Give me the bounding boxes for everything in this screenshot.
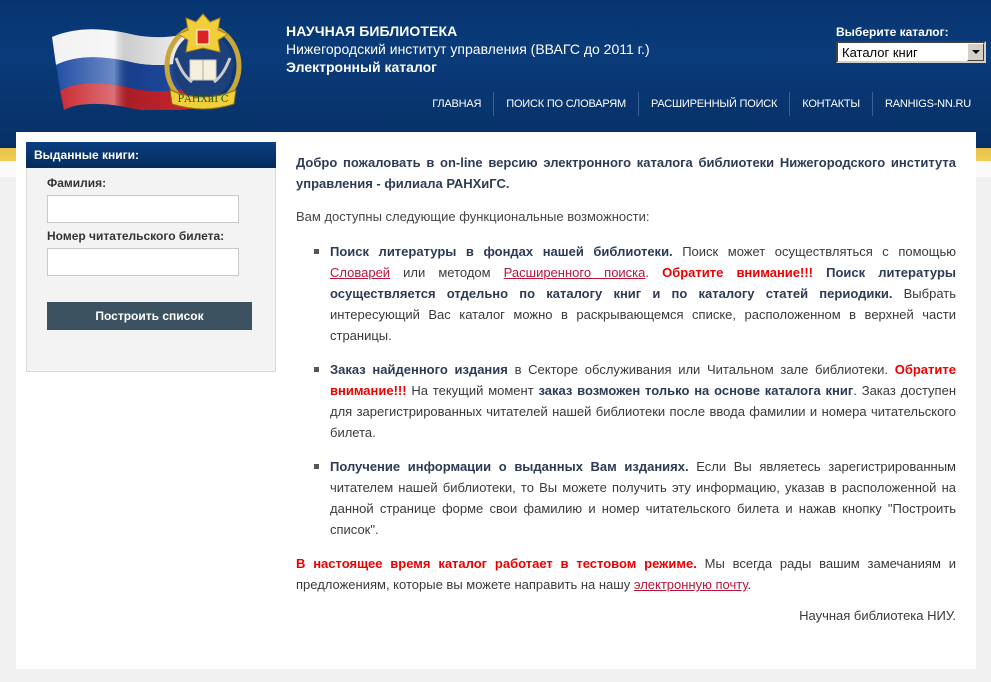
build-list-button[interactable]: Построить список: [47, 302, 252, 330]
item-bold-text: Поиск литературы осуществляется отдельно по каталогу книг и по каталогу статей периодики.: [330, 265, 957, 301]
welcome-text: Добро пожаловать в on-line версию электронного каталога библиотеки Нижегородского института управления - филиала РАНХиГС.: [296, 155, 956, 191]
warning-text: Обратите внимание!!!: [662, 265, 814, 280]
ticket-number-input[interactable]: [47, 248, 239, 276]
nav-advanced-search[interactable]: РАСШИРЕННЫЙ ПОИСК: [651, 98, 778, 110]
list-item-issued-info: [312, 456, 956, 540]
ticket-label: Номер читательского билета:: [47, 229, 225, 243]
list-item-search: [312, 241, 956, 346]
main-nav: [420, 92, 983, 116]
catalog-label: Выберите каталог:: [836, 25, 949, 39]
item-text: Поиск может осуществляться с помощью: [672, 244, 956, 259]
ranepa-emblem-icon: [162, 8, 244, 116]
item-heading: Заказ найденного издания: [330, 362, 508, 377]
item-text: Если Вы являетесь зарегистрированным читателем нашей библиотеки, то Вы можете получить эту информацию, указав в расположенной на данной странице форме свои фамилию и номер читательского билета и нажав кнопку "Построить список".: [330, 459, 956, 537]
test-mode-notice: [296, 553, 956, 595]
email-link[interactable]: электронную почту: [633, 577, 748, 592]
nav-contacts[interactable]: КОНТАКТЫ: [802, 98, 860, 110]
item-text: .: [645, 265, 663, 280]
issued-books-sidebar: [26, 142, 276, 372]
list-item-order: [312, 359, 956, 443]
site-subtitle: Нижегородский институт управления (ВВАГС до 2011 г.): [286, 41, 650, 57]
item-text: . Заказ доступен для зарегистрированных читателей нашей библиотеки после ввода фамилии и номера читательского билета.: [330, 383, 956, 440]
feedback-end: .: [747, 577, 752, 592]
surname-label: Фамилия:: [47, 176, 107, 190]
nav-home[interactable]: ГЛАВНАЯ: [432, 98, 482, 110]
item-text: На текущий момент: [406, 383, 539, 398]
site-title: НАУЧНАЯ БИБЛИОТЕКА: [286, 23, 458, 39]
test-mode-warning: В настоящее время каталог работает в тестовом режиме.: [296, 556, 697, 571]
emblem-text: РАНХиГС: [177, 94, 229, 105]
catalog-select[interactable]: [836, 41, 986, 63]
advanced-search-link[interactable]: Расширенного поиска: [503, 265, 646, 280]
sidebar-title: Выданные книги:: [26, 142, 276, 168]
surname-input[interactable]: [47, 195, 239, 223]
nav-ranhigs-site[interactable]: RANHIGS-NN.RU: [884, 98, 971, 110]
section-title: Электронный каталог: [286, 59, 437, 75]
catalog-selector: [836, 24, 986, 63]
item-text: Выбрать интересующий Вас каталог можно в раскрывающемся списке, расположенном в верхней части страницы.: [330, 286, 956, 343]
item-heading: Поиск литературы в фондах нашей библиотеки.: [330, 244, 673, 259]
feedback-text: Мы всегда рады вашим замечаниям и предложениям, которые вы можете направить на нашу: [296, 556, 956, 592]
nav-dictionary-search[interactable]: ПОИСК ПО СЛОВАРЯМ: [506, 98, 627, 110]
item-text: в Секторе обслуживания или Читальном зале библиотеки.: [507, 362, 895, 377]
header-titles: [286, 22, 650, 76]
item-bold-text: заказ возможен только на основе каталога книг: [538, 383, 854, 398]
chevron-down-icon[interactable]: [967, 43, 984, 61]
features-list: [312, 241, 956, 540]
signature: Научная библиотека НИУ.: [799, 608, 956, 623]
dictionaries-link[interactable]: Словарей: [330, 265, 391, 280]
available-features-text: Вам доступны следующие функциональные возможности:: [296, 209, 650, 224]
main-content: [296, 152, 956, 626]
warning-text: Обратите внимание!!!: [330, 362, 956, 398]
item-text: или методом: [390, 265, 504, 280]
item-heading: Получение информации о выданных Вам изданиях.: [330, 459, 689, 474]
catalog-selected-value: Каталог книг: [842, 45, 918, 60]
